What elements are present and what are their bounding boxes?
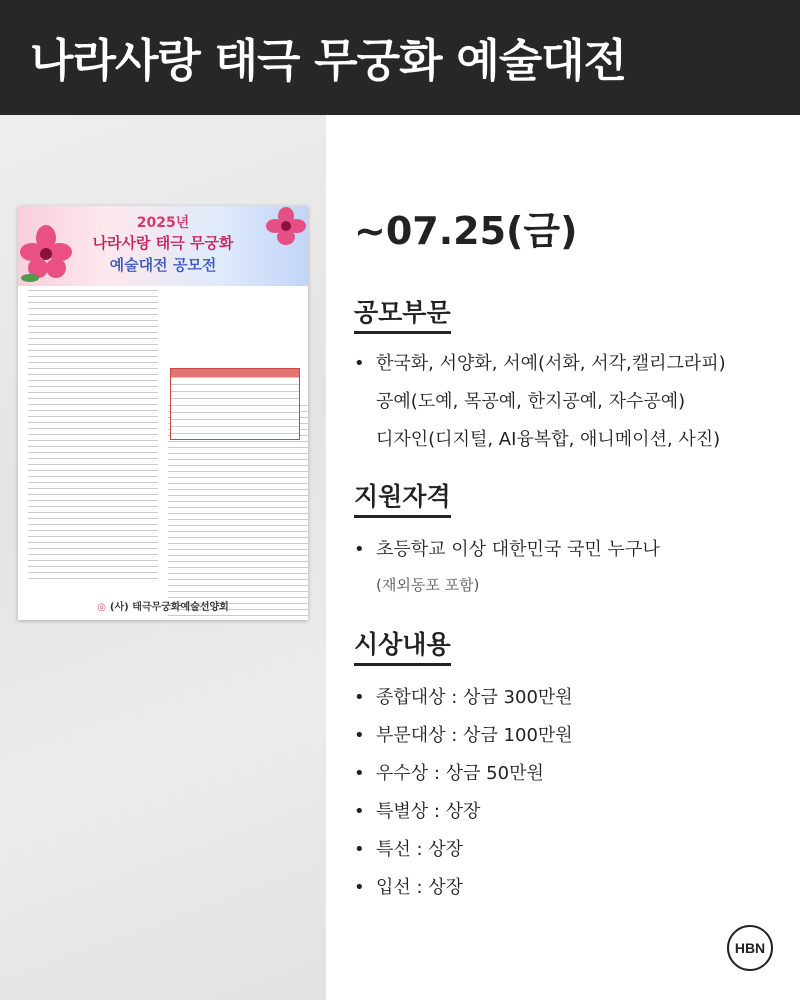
award-item-text: 부문대상 : 상금 100만원	[376, 725, 573, 746]
list-item: • 특선 : 상장	[354, 839, 464, 860]
category-item-text: 디자인(디지털, AI융복합, 애니메이션, 사진)	[376, 429, 721, 450]
hbn-logo: HBN	[727, 925, 773, 971]
poster-organizer	[18, 598, 308, 613]
eligibility-note: (재외동포 포함)	[376, 576, 480, 594]
poster-table-header	[171, 369, 299, 377]
list-item: • 부문대상 : 상금 100만원	[354, 725, 573, 746]
eligibility-text: 초등학교 이상 대한민국 국민 누구나	[376, 539, 660, 560]
list-item: • 우수상 : 상금 50만원	[354, 763, 544, 784]
contest-poster-image	[18, 206, 308, 620]
awards-heading: 시상내용	[354, 625, 451, 666]
category-item-text: 한국화, 서양화, 서예(서화, 서각,캘리그라피)	[376, 353, 726, 374]
award-item-text: 특별상 : 상장	[376, 801, 481, 822]
poster-subtitle: 예술대전 공모전	[109, 256, 217, 274]
poster-year: 2025년	[136, 215, 190, 231]
deadline-date: ~07.25(금)	[354, 209, 578, 253]
poster-organizer-name: (사) 태극무궁화예술선양회	[109, 602, 229, 613]
header-bar	[0, 0, 800, 115]
award-item-text: 특선 : 상장	[376, 839, 464, 860]
poster-body-text	[28, 290, 300, 580]
list-item: • 특별상 : 상장	[354, 801, 481, 822]
award-item-text: 우수상 : 상금 50만원	[376, 763, 544, 784]
award-item-text: 종합대상 : 상금 300만원	[376, 687, 573, 708]
list-item: • 초등학교 이상 대한민국 국민 누구나	[354, 539, 660, 560]
info-panel	[326, 115, 800, 1000]
poster-text-column	[28, 290, 158, 580]
list-item: • 입선 : 상장	[354, 877, 464, 898]
award-item-text: 입선 : 상장	[376, 877, 464, 898]
organizer-logo-icon: ◎	[97, 602, 106, 613]
eligibility-heading: 지원자격	[354, 477, 451, 518]
category-item-text: 공예(도예, 목공예, 한지공예, 자수공예)	[376, 391, 686, 412]
poster-table-rows	[171, 377, 299, 439]
poster-award-table	[170, 368, 300, 440]
list-item: • 한국화, 서양화, 서예(서화, 서각,캘리그라피)	[354, 353, 726, 374]
page-title: 나라사랑 태극 무궁화 예술대전	[30, 34, 627, 87]
list-item: • 종합대상 : 상금 300만원	[354, 687, 573, 708]
categories-heading: 공모부문	[354, 293, 451, 334]
poster-title: 나라사랑 태극 무궁화	[92, 234, 234, 252]
